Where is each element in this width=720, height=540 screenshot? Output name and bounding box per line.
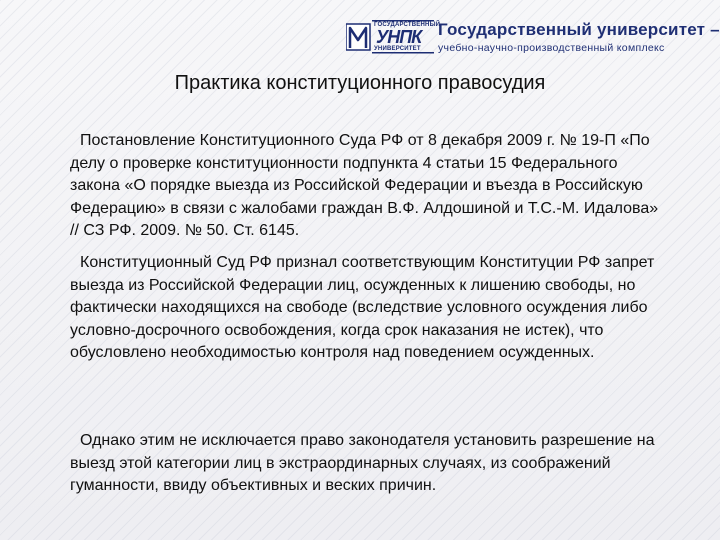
slide-title: Практика конституционного правосудия xyxy=(174,72,546,94)
logo-mark-letters: УНПК xyxy=(376,27,422,47)
university-logo xyxy=(346,18,720,58)
paragraph-court-finding: Конституционный Суд РФ признал соответствующим Конституции РФ запрет выезда из Российской Федерации лиц, осужденных к лишению свободы, но фактически находящихся на свободе (вследствие условного осуждения либо условно-досрочного освобождения, когда срок наказания не истек), что обусловлено необходимостью контроля над поведением осужденных. xyxy=(70,254,655,361)
logo-mark-bottom: УНИВЕРСИТЕТ xyxy=(374,46,421,52)
logo-emblem xyxy=(346,20,441,54)
paragraph-legislator-exception: Однако этим не исключается право законодателя установить разрешение на выезд этой категории лиц в экстраординарных случаях, из соображений гуманности, ввиду объективных и веских причин. xyxy=(70,432,655,494)
logo-subtitle: учебно-научно-производственный комплекс xyxy=(438,42,665,54)
logo-mark-top: ГОСУДАРСТВЕННЫЙ xyxy=(374,22,441,28)
paragraph-ruling-citation: Постановление Конституционного Суда РФ от 8 декабря 2009 г. № 19-П «По делу о проверке конституционности подпункта 4 статьи 15 Федерального закона «О порядке выезда из Российской Федерации и въезда в Российскую Федерацию» в связи с жалобами граждан В.Ф. Алдошиной и Т.С.-М. Идалова» // СЗ РФ. 2009. № 50. Ст. 6145. xyxy=(70,132,659,239)
logo-university-name: Государственный университет – xyxy=(438,20,720,39)
